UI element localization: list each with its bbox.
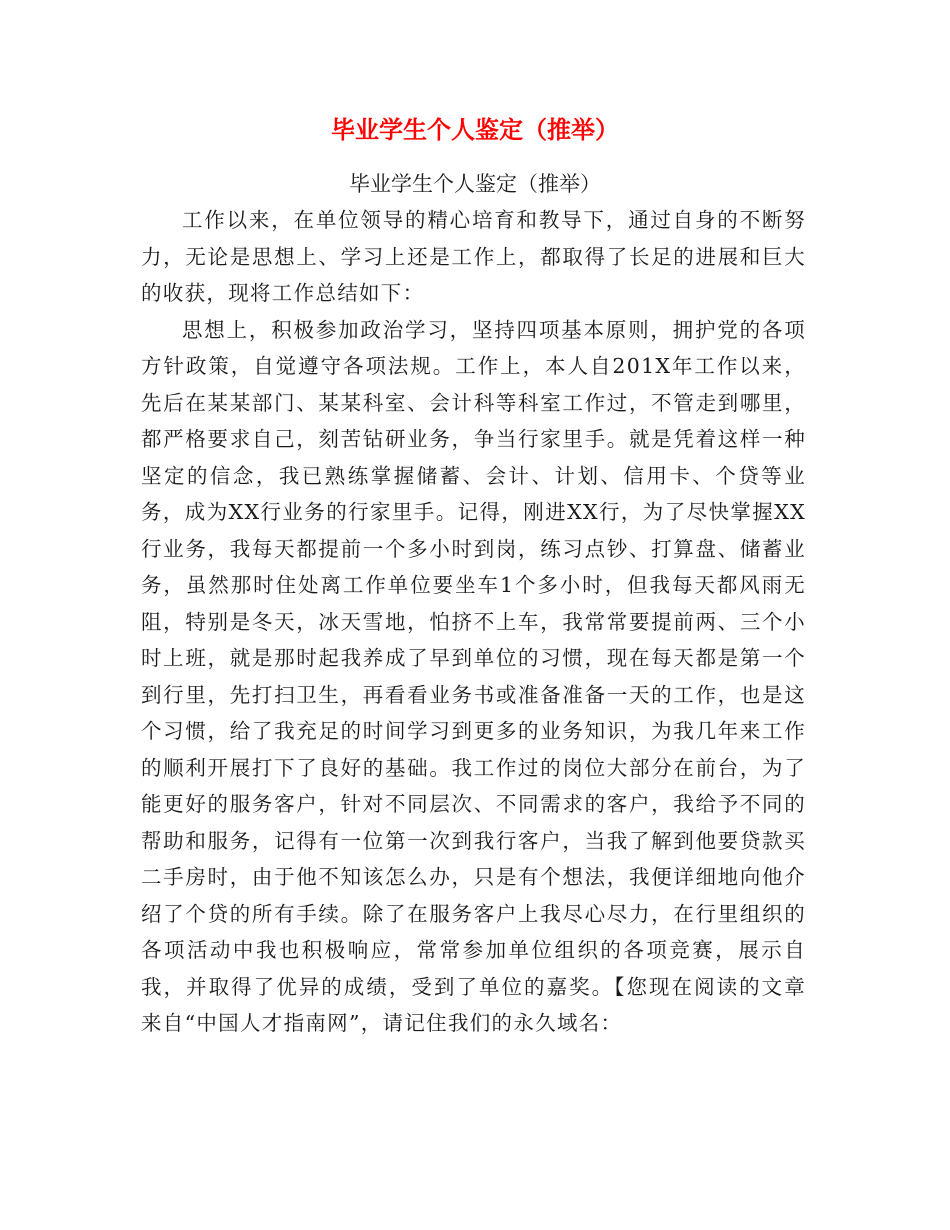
- body-paragraph-main: 思想上，积极参加政治学习，坚持四项基本原则，拥护党的各项方针政策，自觉遵守各项法规。工作上，本人自201X年工作以来，先后在某某部门、某某科室、会计科等科室工作过，不管走到哪里，都严格要求自己，刻苦钻研业务，争当行家里手。就是凭着这样一种坚定的信念，我已熟练掌握储蓄、会计、计划、信用卡、个贷等业务，成为XX行业务的行家里手。记得，刚进XX行，为了尽快掌握XX行业务，我每天都提前一个多小时到岗，练习点钞、打算盘、储蓄业务，虽然那时住处离工作单位要坐车1个多小时，但我每天都风雨无阻，特别是冬天，冰天雪地，怕挤不上车，我常常要提前两、三个小时上班，就是那时起我养成了早到单位的习惯，现在每天都是第一个到行里，先打扫卫生，再看看业务书或准备准备一天的工作，也是这个习惯，给了我充足的时间学习到更多的业务知识，为我几年来工作的顺利开展打下了良好的基础。我工作过的岗位大部分在前台，为了能更好的服务客户，针对不同层次、不同需求的客户，我给予不同的帮助和服务，记得有一位第一次到我行客户，当我了解到他要贷款买二手房时，由于他不知该怎么办，只是有个想法，我便详细地向他介绍了个贷的所有手续。除了在服务客户上我尽心尽力，在行里组织的各项活动中我也积极响应，常常参加单位组织的各项竞赛，展示自我，并取得了优异的成绩，受到了单位的嘉奖。【您现在阅读的文章来自“中国人才指南网”，请记住我们的永久域名：: [141, 317, 806, 1035]
- body-paragraph-intro: 工作以来，在单位领导的精心培育和教导下，通过自身的不断努力，无论是思想上、学习上还是工作上，都取得了长足的进展和巨大的收获，现将工作总结如下：: [141, 208, 806, 305]
- document-subtitle: 毕业学生个人鉴定（推举）: [349, 172, 601, 196]
- document-title: 毕业学生个人鉴定（推举）: [331, 115, 619, 144]
- document-body: [141, 202, 806, 1042]
